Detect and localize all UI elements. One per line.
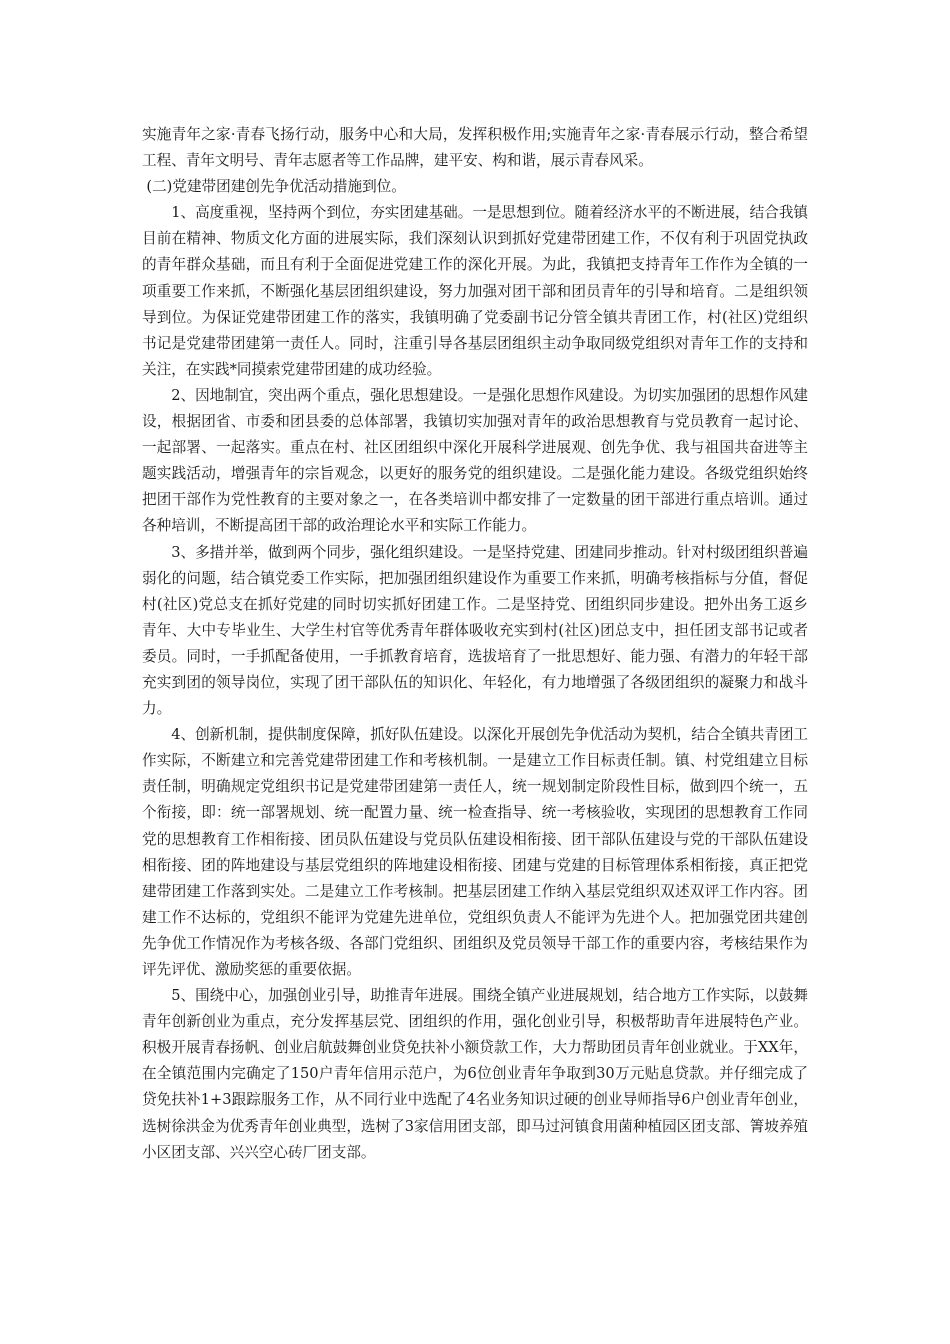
paragraph-continuation: 实施青年之家·青春飞扬行动，服务中心和大局，发挥积极作用;实施青年之家·青春展示行动，整合希望工程、青年文明号、青年志愿者等工作品牌，建平安、构和谐，展示青春风采。 [142,126,808,170]
paragraph-item-1: 1、高度重视，坚持两个到位，夯实团建基础。一是思想到位。随着经济水平的不断进展，结合我镇目前在精神、物质文化方面的进展实际，我们深刻认识到抓好党建带团建工作，不仅有利于巩固党执政的青年群众基础，而且有利于全面促进党建工作的深化开展。为此，我镇把支持青年工作作为全镇的一项重要工作来抓，不断强化基层团组织建设，努力加强对团干部和团员青年的引导和培育。二是组织领导到位。为保证党建带团建工作的落实，我镇明确了党委副书记分管全镇共青团工作，村(社区)党组织书记是党建带团建第一责任人。同时，注重引导各基层团组织主动争取同级党组织对青年工作的支持和关注，在实践*同摸索党建带团建的成功经验。 [142,204,809,378]
section-heading: (二)党建带团建创先争优活动措施到位。 [146,178,406,196]
document-body [142,122,808,1166]
paragraph-item-2: 2、因地制宜，突出两个重点，强化思想建设。一是强化思想作风建设。为切实加强团的思想作风建设，根据团省、市委和团县委的总体部署，我镇切实加强对青年的政治思想教育与党员教育一起讨论、一起部署、一起落实。重点在村、社区团组织中深化开展科学进展观、创先争优、我与祖国共奋进等主题实践活动，增强青年的宗旨观念，以更好的服务党的组织建设。二是强化能力建设。各级党组织始终把团干部作为党性教育的主要对象之一，在各类培训中都安排了一定数量的团干部进行重点培训。通过各种培训，不断提高团干部的政治理论水平和实际工作能力。 [142,386,809,535]
paragraph-item-3: 3、多措并举，做到两个同步，强化组织建设。一是坚持党建、团建同步推动。针对村级团组织普遍弱化的问题，结合镇党委工作实际，把加强团组织建设作为重要工作来抓，明确考核指标与分值，督促村(社区)党总支在抓好党建的同时切实抓好团建工作。二是坚持党、团组织同步建设。把外出务工返乡青年、大中专毕业生、大学生村官等优秀青年群体吸收充实到村(社区)团总支中，担任团支部书记或者委员。同时，一手抓配备使用，一手抓教育培育，选拔培育了一批思想好、能力强、有潜力的年轻干部充实到团的领导岗位，实现了团干部队伍的知识化、年轻化，有力地增强了各级团组织的凝聚力和战斗力。 [142,543,809,718]
paragraph-item-5: 5、围绕中心，加强创业引导，助推青年进展。围绕全镇产业进展规划，结合地方工作实际，以鼓舞青年创新创业为重点，充分发挥基层党、团组织的作用，强化创业引导，积极帮助青年进展特色产业。积极开展青春扬帆、创业启航鼓舞创业贷免扶补小额贷款工作，大力帮助团员青年创业就业。于XX年，在全镇范围内完确定了150户青年信用示范户，为6位创业青年争取到30万元贴息贷款。并仔细完成了贷免扶补1+3跟踪服务工作，从不同行业中选配了4名业务知识过硬的创业导师指导6户创业青年创业，选树徐洪金为优秀青年创业典型，选树了3家信用团支部，即马过河镇食用菌种植园区团支部、箐坡养殖小区团支部、兴兴空心砖厂团支部。 [142,987,809,1161]
paragraph-item-4: 4、创新机制，提供制度保障，抓好队伍建设。以深化开展创先争优活动为契机，结合全镇共青团工作实际，不断建立和完善党建带团建工作和考核机制。一是建立工作目标责任制。镇、村党组建立目标责任制，明确规定党组织书记是党建带团建第一责任人，统一规划制定阶段性目标，做到四个统一，五个衔接，即：统一部署规划、统一配置力量、统一检查指导、统一考核验收，实现团的思想教育工作同党的思想教育工作相衔接、团员队伍建设与党员队伍建设相衔接、团干部队伍建设与党的干部队伍建设相衔接、团的阵地建设与基层党组织的阵地建设相衔接、团建与党建的目标管理体系相衔接，真正把党建带团建工作落到实处。二是建立工作考核制。把基层团建工作纳入基层党组织双述双评工作内容。团建工作不达标的，党组织不能评为党建先进单位，党组织负责人不能评为先进个人。把加强党团共建创先争优工作情况作为考核各级、各部门党组织、团组织及党员领导干部工作的重要内容，考核结果作为评先评优、激励奖惩的重要依据。 [142,726,809,978]
